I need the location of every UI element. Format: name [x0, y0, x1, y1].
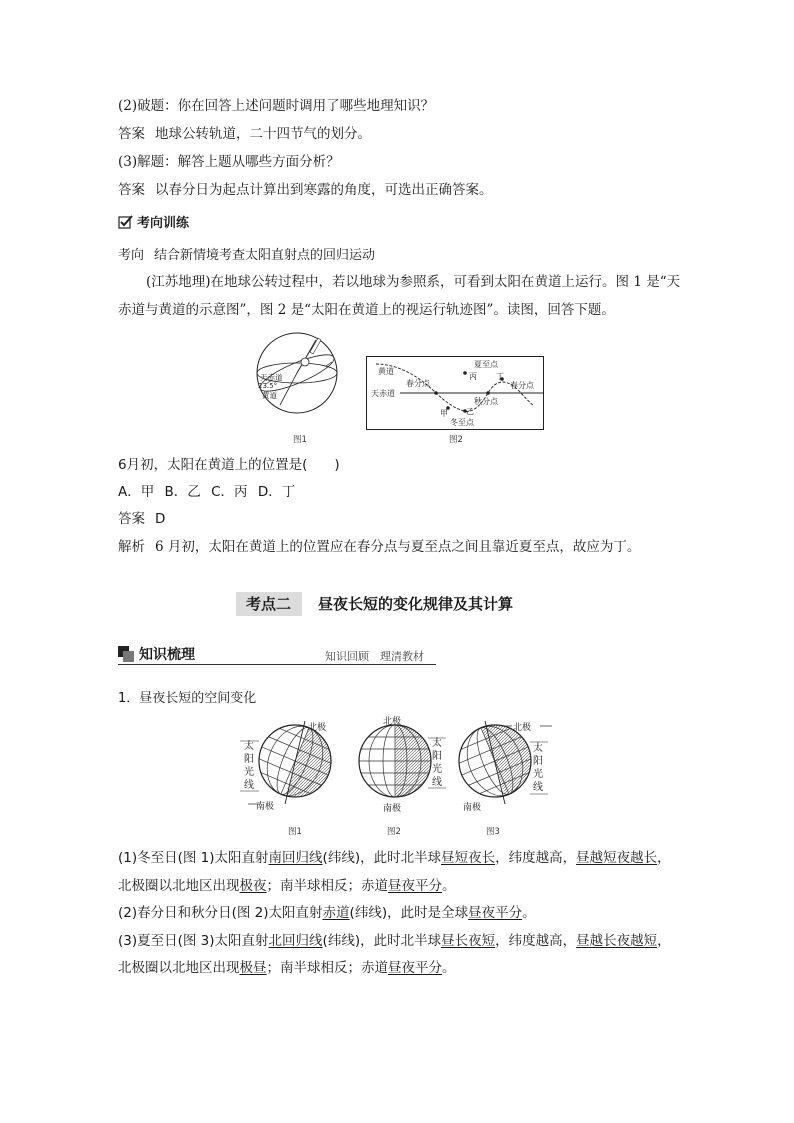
p1-t4: ，	[657, 850, 671, 866]
answer-label: 答案	[118, 511, 145, 527]
answer-3	[118, 180, 493, 200]
q3-label: (3)解题：	[118, 154, 178, 170]
p3-t5: 北极圈以北地区出现	[118, 960, 240, 976]
figure-a1-caption: 图1	[293, 435, 307, 445]
option-a: A．甲	[118, 484, 155, 500]
fig2-winter-solstice-label: 冬至点	[450, 418, 474, 427]
p3-u5: 昼夜平分	[388, 960, 442, 976]
answer-line	[118, 509, 165, 529]
question-text: 6月初，太阳在黄道上的位置是( )	[118, 457, 340, 473]
training-title: 考向训练	[137, 216, 190, 231]
globe1-south-label: 南极	[256, 802, 275, 812]
p3-t2: (纬线)，此时北半球	[322, 933, 442, 949]
knowledge-right-label: 知识回顾 理清教材	[325, 650, 424, 663]
p1-t5: 北极圈以北地区出现	[118, 878, 240, 894]
option-b: B．乙	[164, 484, 201, 500]
p2-t1: (2)春分日和秋分日(图 2)太阳直射	[118, 905, 323, 921]
checkbox-checked-icon	[118, 215, 134, 229]
p2-u1: 赤道	[322, 905, 350, 921]
p1-t6: ；南半球相反；赤道	[266, 878, 388, 894]
fig2-summer-solstice-label: 夏至点	[474, 360, 498, 369]
p3-u4: 极昼	[239, 960, 267, 976]
globe3-sun-char-4: 线	[533, 782, 543, 793]
para3-line2	[118, 958, 456, 978]
globe1-sun-char-1: 太	[244, 741, 254, 752]
globe1-sun-char-4: 线	[244, 780, 254, 791]
globe3-sun-char-1: 太	[533, 743, 543, 754]
a3-label: 答案	[118, 182, 145, 198]
para2-line1	[118, 903, 536, 923]
p3-u2: 昼长夜短	[441, 933, 496, 949]
p2-u2: 昼夜平分	[468, 905, 523, 921]
q2-label: (2)破题：	[118, 98, 178, 114]
question-3	[118, 152, 340, 172]
fig2-yi-label: 乙	[466, 407, 474, 416]
fig2-jia-label: 甲	[440, 409, 448, 418]
globe2-sun-char-2: 阳	[432, 751, 442, 762]
para1-line2	[118, 876, 456, 896]
p3-u3: 昼越长夜越短	[576, 933, 658, 949]
question-2	[118, 96, 434, 116]
p1-u2: 昼短夜长	[441, 850, 496, 866]
p1-u5: 昼夜平分	[388, 878, 442, 894]
q3-text: 解答上题从哪些方面分析？	[177, 154, 340, 170]
globe2-sun-char-3: 光	[432, 764, 442, 775]
p2-t2: (纬线)，此时是全球	[349, 905, 469, 921]
knowledge-icon	[118, 646, 134, 662]
p1-u1: 南回归线	[268, 850, 323, 866]
fig2-spring-equinox-label: 春分点	[406, 379, 430, 388]
figure-b3-caption: 图3	[486, 827, 500, 837]
section-title: 昼夜长短的变化规律及其计算	[318, 595, 514, 613]
fig2-ecliptic-label: 黄道	[378, 367, 394, 376]
fig2-autumn-equinox-label: 秋分点	[474, 397, 498, 406]
day-night-globes-figure	[240, 716, 560, 816]
figure-a2-caption: 图2	[449, 435, 463, 445]
fig1-angle-label: 23.5°	[258, 382, 278, 390]
p1-t2: (纬线)，此时北半球	[322, 850, 442, 866]
fig1-celestial-equator-label: 天赤道	[260, 373, 283, 382]
direction-text: 结合新情境考查太阳直射点的回归运动	[154, 248, 376, 263]
fig2-spring-equinox-2-label: 春分点	[510, 381, 534, 390]
p1-u3: 昼越短夜越长	[576, 850, 658, 866]
option-c: C．丙	[211, 484, 248, 500]
p3-t6: ；南半球相反；赤道	[266, 960, 388, 976]
figure-b2-caption: 图2	[387, 827, 401, 837]
answer-2	[118, 124, 371, 144]
p3-t7: 。	[442, 960, 456, 976]
answer-value: D	[155, 511, 166, 527]
analysis-line	[118, 537, 640, 557]
item1-title: 1．昼夜长短的空间变化	[118, 691, 257, 706]
fig2-ding-label: 丁	[496, 372, 504, 381]
analysis-label: 解析	[118, 539, 145, 555]
globe3-south-label: 南极	[463, 803, 482, 813]
globe1-sun-char-3: 光	[244, 767, 254, 778]
figure-b1-caption: 图1	[288, 827, 302, 837]
celestial-sphere-figure	[250, 330, 350, 430]
section-tag: 考点二	[246, 595, 292, 613]
stem-line-2: 赤道与黄道的示意图”，图 2 是“太阳在黄道上的视运行轨迹图”。读图，回答下题。	[118, 302, 615, 318]
fig1-ecliptic-label: 黄道	[262, 391, 277, 400]
globe2-north-label: 北极	[383, 717, 402, 727]
stem-line-1: (江苏地理)在地球公转过程中，若以地球为参照系，可看到太阳在黄道上运行。图 1 是“天	[146, 274, 681, 290]
p1-t3: ，纬度越高，	[495, 850, 577, 866]
globe2-sun-char-4: 线	[432, 777, 442, 788]
direction-label: 考向	[118, 248, 145, 263]
q2-text: 你在回答上述问题时调用了哪些地理知识？	[177, 98, 435, 114]
a2-text: 地球公转轨道，二十四节气的划分。	[155, 126, 371, 142]
globe3-sun-char-2: 阳	[533, 756, 543, 767]
direction-line	[118, 246, 375, 266]
p3-t3: ，纬度越高，	[495, 933, 577, 949]
globe2-south-label: 南极	[383, 804, 402, 814]
p3-t1: (3)夏至日(图 3)太阳直射	[118, 933, 269, 949]
ecliptic-track-figure	[366, 356, 544, 430]
analysis-text: 6 月初，太阳在黄道上的位置应在春分点与夏至点之间且靠近夏至点，故应为丁。	[155, 539, 641, 555]
p3-u1: 北回归线	[268, 933, 323, 949]
para1-line1	[118, 848, 671, 868]
para3-line1	[118, 931, 671, 951]
training-header	[118, 214, 189, 234]
p1-t7: 。	[442, 878, 456, 894]
globe3-sun-char-3: 光	[533, 769, 543, 780]
a3-text: 以春分日为起点计算出到寒露的角度，可选出正确答案。	[155, 182, 493, 198]
option-d: D．丁	[257, 484, 296, 500]
a2-label: 答案	[118, 126, 145, 142]
p1-t1: (1)冬至日(图 1)太阳直射	[118, 850, 269, 866]
globe1-sun-char-2: 阳	[244, 754, 254, 765]
globe3-north-label: 北极	[513, 723, 532, 733]
globe1-north-label: 北极	[308, 723, 327, 733]
globe2-sun-char-1: 太	[432, 738, 442, 749]
p2-t3: 。	[522, 905, 536, 921]
fig2-bing-label: 丙	[469, 372, 477, 381]
p3-t4: ，	[657, 933, 671, 949]
knowledge-title: 知识梳理	[139, 647, 195, 663]
options-row	[118, 482, 295, 502]
p1-u4: 极夜	[239, 878, 267, 894]
fig2-celestial-equator-label: 天赤道	[371, 389, 395, 398]
